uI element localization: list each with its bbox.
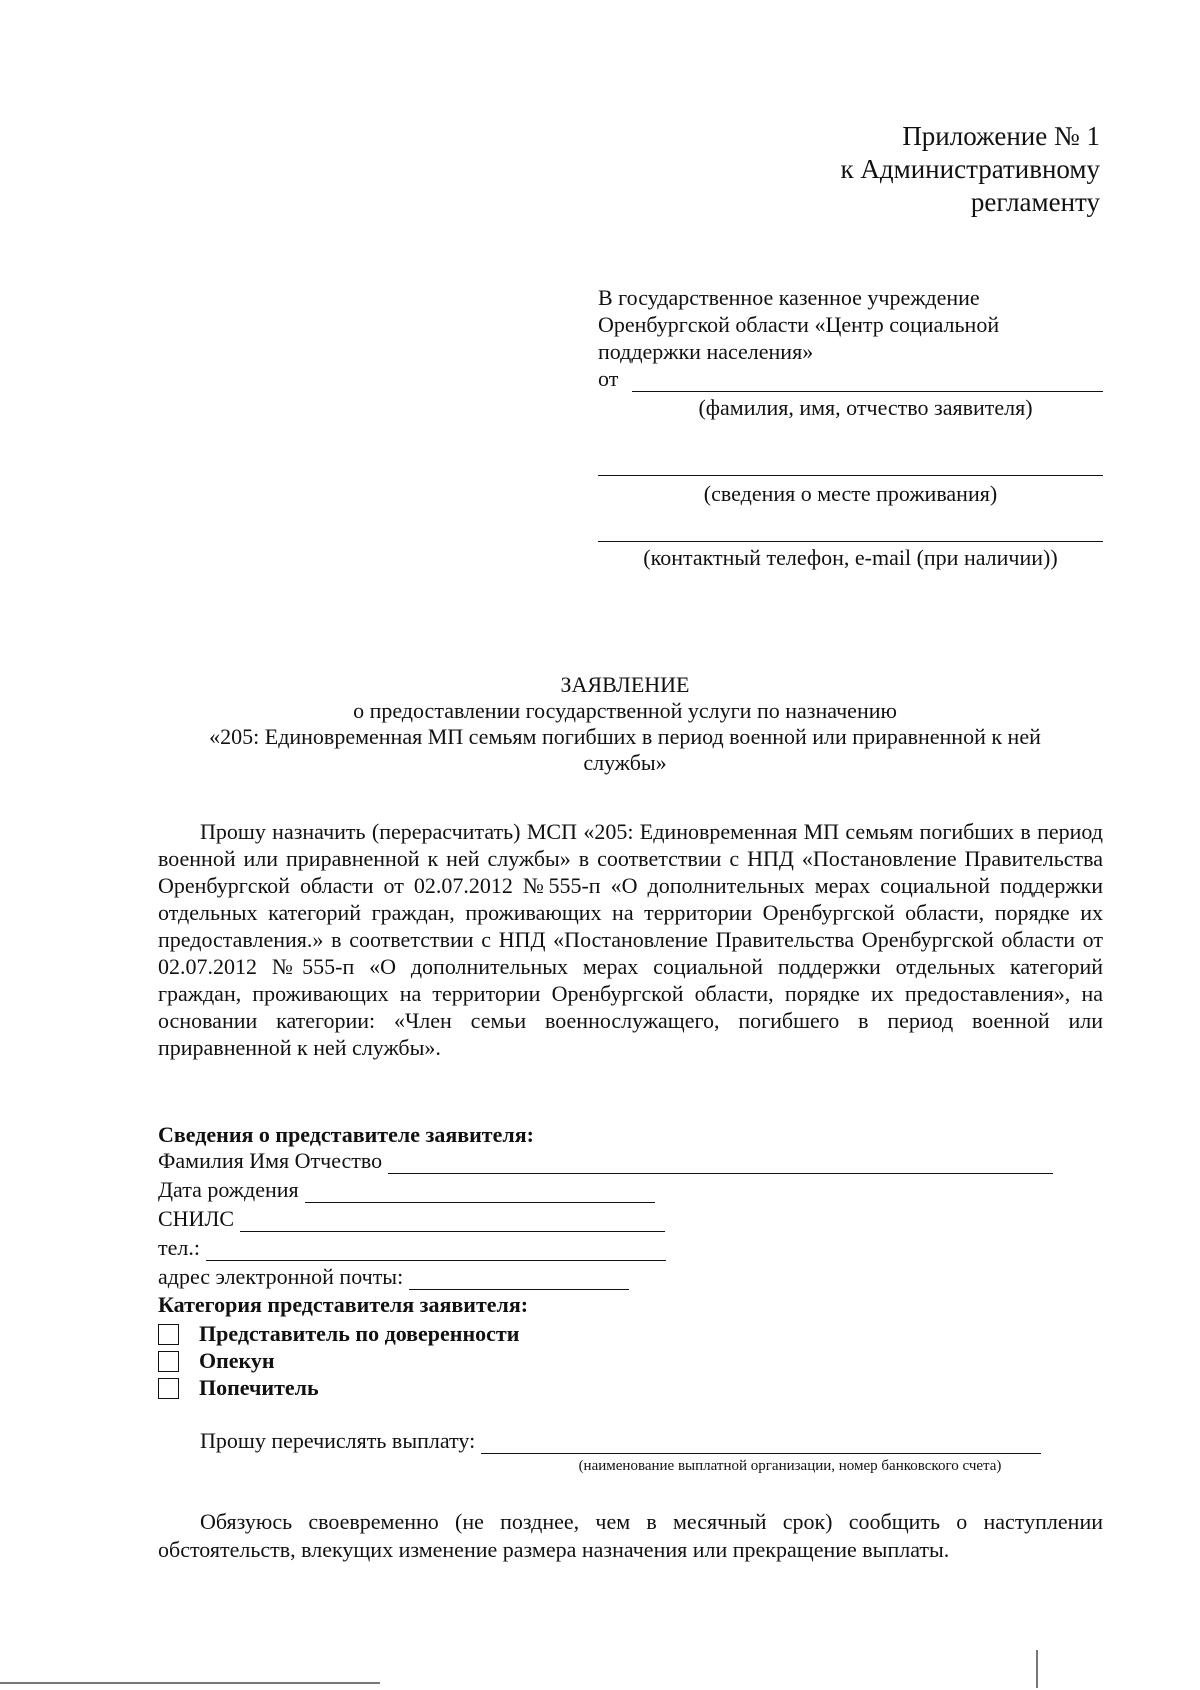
email-field[interactable] — [409, 1267, 629, 1290]
application-subtitle-3: службы» — [583, 750, 667, 775]
application-body: Прошу назначить (перерасчитать) МСП «205: Единовременная МП семьям погибших в период военной или приравненной к ней службы» в соответствии с НПД «Постановление Правительства Оренбургской области от 02.07.2012 №555-п «О дополнительных мерах социальной поддержки отдельных категорий граждан, проживающих на территории Оренбургской области, порядке их предоставления.» в соответствии с НПД «Постановление Правительства Оренбургской области от 02.07.2012 №555-п «О дополнительных мерах социальной поддержки отдельных категорий граждан, проживающих на территории Оренбургской области, порядке их предоставления», на основании категории: «Член семьи военнослужащего, погибшего в период военной или приравненной к ней службы». — [158, 819, 1103, 1060]
trustee-checkbox[interactable] — [158, 1378, 179, 1399]
category-option-proxy[interactable] — [158, 1321, 519, 1347]
appendix-line-2: к Административному — [840, 154, 1100, 184]
proxy-checkbox[interactable] — [158, 1324, 179, 1345]
phone-field[interactable] — [206, 1238, 666, 1261]
email-row — [158, 1264, 629, 1290]
full-name-label: Фамилия Имя Отчество — [158, 1148, 383, 1173]
payout-caption: (наименование выплатной организации, номер банковского счета) — [578, 1458, 1002, 1474]
residence-caption: (сведения о месте проживания) — [703, 481, 998, 506]
representative-heading: Сведения о представителе заявителя: — [158, 1122, 534, 1147]
residence-field[interactable] — [598, 425, 1103, 476]
phone-label: тел.: — [158, 1235, 200, 1260]
scan-edge-mark-vertical — [1036, 1650, 1038, 1688]
phone-row — [158, 1235, 666, 1261]
trustee-label: Попечитель — [199, 1375, 319, 1400]
guardian-checkbox[interactable] — [158, 1351, 179, 1372]
contact-caption: (контактный телефон, e-mail (при наличии)) — [643, 545, 1058, 570]
payout-label: Прошу перечислять выплату: — [200, 1428, 476, 1453]
full-name-field[interactable] — [388, 1151, 1053, 1174]
category-heading: Категория представителя заявителя: — [158, 1292, 529, 1317]
institution-name: В государственное казенное учреждение Оренбургской области «Центр социальной поддержки населения» — [598, 285, 1000, 364]
addressee-block — [598, 284, 1103, 571]
birth-date-label: Дата рождения — [158, 1177, 299, 1202]
snils-field[interactable] — [240, 1209, 665, 1232]
application-subtitle-1: о предоставлении государственной услуги по назначению — [353, 698, 897, 723]
contact-field[interactable] — [598, 509, 1103, 542]
appendix-header — [841, 120, 1100, 219]
full-name-row — [158, 1148, 1053, 1174]
snils-label: СНИЛС — [158, 1206, 235, 1231]
category-option-guardian[interactable] — [158, 1348, 275, 1374]
application-title-block — [150, 672, 1100, 776]
appendix-line-3: регламенту — [970, 187, 1100, 217]
appendix-number: Приложение № 1 — [902, 121, 1100, 151]
application-subtitle-2: «205: Единовременная МП семьям погибших в период военной или приравненной к ней — [209, 724, 1041, 749]
application-title: ЗАЯВЛЕНИЕ — [560, 672, 690, 697]
proxy-label: Представитель по доверенности — [199, 1321, 520, 1346]
applicant-name-caption: (фамилия, имя, отчество заявителя) — [698, 395, 1033, 420]
guardian-label: Опекун — [199, 1348, 275, 1373]
payout-row — [200, 1428, 1041, 1454]
scan-edge-mark — [0, 1682, 380, 1684]
pledge-text: Обязуюсь своевременно (не позднее, чем в месячный срок) сообщить о наступлении обстоятельств, влекущих изменение размера назначения или прекращение выплаты. — [158, 1509, 1103, 1562]
snils-row — [158, 1206, 665, 1232]
from-label: от — [598, 366, 619, 391]
birth-date-row — [158, 1177, 655, 1203]
payout-field[interactable] — [481, 1431, 1041, 1454]
birth-date-field[interactable] — [305, 1180, 655, 1203]
category-option-trustee[interactable] — [158, 1375, 319, 1401]
applicant-name-field[interactable] — [632, 369, 1103, 392]
email-label: адрес электронной почты: — [158, 1264, 404, 1289]
